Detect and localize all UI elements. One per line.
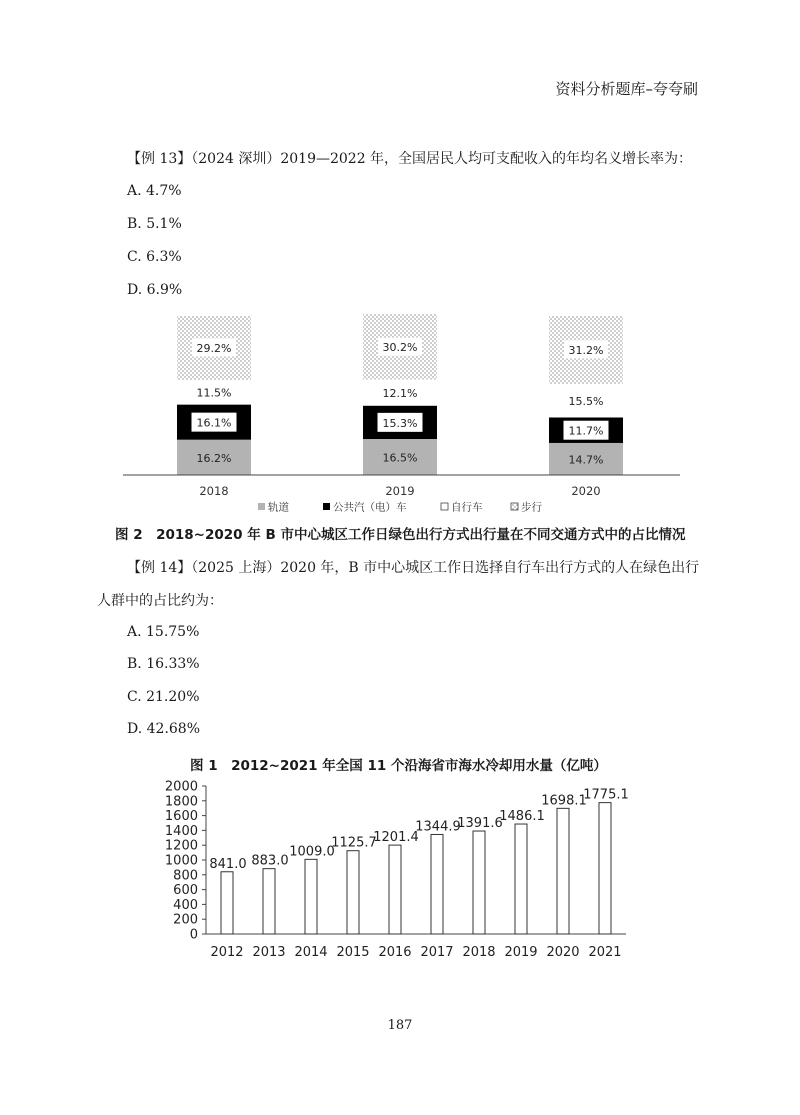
- example13-question: 【例 13】（2024 深圳）2019—2022 年，全国居民人均可支配收入的年均名义增长率为：: [127, 151, 693, 167]
- fig1-y-tick-0: 0: [189, 927, 198, 943]
- page-header: 资料分析题库–夸夸刷: [555, 80, 698, 98]
- fig2-legend-label-0: 轨道: [268, 501, 289, 514]
- fig2-legend-label-2: 自行车: [451, 501, 483, 514]
- fig1-bar-2017: [431, 834, 443, 934]
- fig1-data-label-2016: 1201.4: [373, 830, 419, 846]
- fig2-x-tick-2020: 2020: [571, 484, 601, 498]
- fig2-legend-swatch-3: [511, 503, 518, 510]
- fig1-data-label-2015: 1125.7: [331, 835, 377, 851]
- fig2-data-label-2018-1: 16.1%: [196, 416, 232, 430]
- fig1-y-tick-800: 800: [173, 868, 198, 884]
- example13-option-c: C. 6.3%: [127, 249, 182, 265]
- example13-option-d: D. 6.9%: [127, 282, 183, 298]
- fig2-x-tick-2018: 2018: [199, 484, 229, 498]
- fig1-bar-2019: [515, 824, 527, 934]
- example14-question-line1: 【例 14】（2025 上海）2020 年，B 市中心城区工作日选择自行车出行方式的人在绿色出行: [127, 560, 700, 576]
- fig1-bar-2014: [305, 859, 317, 934]
- figure2-stacked-bar-chart: [0, 0, 800, 520]
- fig1-data-label-2021: 1775.1: [583, 787, 629, 803]
- example14-option-c: C. 21.20%: [127, 689, 200, 705]
- fig2-data-label-2020-3: 31.2%: [568, 344, 604, 358]
- fig1-x-tick-2021: 2021: [588, 945, 622, 960]
- fig1-bar-2020: [557, 808, 569, 934]
- fig1-data-label-2012: 841.0: [209, 856, 247, 872]
- fig1-x-tick-2013: 2013: [252, 945, 286, 960]
- fig1-bar-2021: [599, 803, 611, 934]
- fig1-data-label-2020: 1698.1: [541, 793, 587, 809]
- fig2-legend-swatch-0: [258, 503, 265, 510]
- example14-option-b: B. 16.33%: [127, 656, 200, 672]
- fig2-data-label-2019-0: 16.5%: [382, 451, 418, 465]
- fig2-data-label-2018-2: 11.5%: [196, 386, 232, 400]
- fig1-bar-2013: [263, 869, 275, 934]
- fig2-x-tick-2019: 2019: [385, 484, 415, 498]
- fig1-data-label-2017: 1344.9: [415, 819, 461, 835]
- fig1-x-tick-2019: 2019: [504, 945, 538, 960]
- fig1-y-tick-1600: 1600: [164, 809, 198, 825]
- fig1-x-tick-2015: 2015: [336, 945, 370, 960]
- fig2-data-label-2018-0: 16.2%: [196, 451, 232, 465]
- figure2-caption: 图 2 2018~2020 年 B 市中心城区工作日绿色出行方式出行量在不同交通方式中的占比情况: [115, 527, 686, 543]
- example14-option-a: A. 15.75%: [127, 624, 200, 640]
- fig2-legend-label-1: 公共汽（电）车: [333, 501, 407, 514]
- fig1-bar-2016: [389, 845, 401, 934]
- fig1-data-label-2014: 1009.0: [289, 844, 335, 860]
- fig1-y-tick-400: 400: [173, 897, 198, 913]
- fig1-bar-2015: [347, 851, 359, 934]
- fig2-legend-label-3: 步行: [521, 501, 542, 514]
- page-number: 187: [387, 1018, 413, 1033]
- fig2-data-label-2020-1: 11.7%: [568, 424, 604, 438]
- fig1-bar-2012: [221, 872, 233, 934]
- fig2-legend-swatch-1: [323, 503, 330, 510]
- fig2-legend-swatch-2: [441, 503, 448, 510]
- fig2-data-label-2020-2: 15.5%: [568, 395, 604, 409]
- fig1-y-tick-200: 200: [173, 912, 198, 928]
- fig2-data-label-2019-3: 30.2%: [382, 340, 418, 354]
- example14-option-d: D. 42.68%: [127, 721, 201, 737]
- fig1-y-tick-1800: 1800: [164, 794, 198, 810]
- fig2-data-label-2018-3: 29.2%: [196, 342, 232, 356]
- fig1-y-tick-600: 600: [173, 883, 198, 899]
- fig1-y-tick-1400: 1400: [164, 823, 198, 839]
- fig1-x-tick-2020: 2020: [546, 945, 580, 960]
- fig1-data-label-2018: 1391.6: [457, 816, 503, 832]
- example13-option-a: A. 4.7%: [127, 183, 182, 199]
- figure1-caption: 图 1 2012~2021 年全国 11 个沿海省市海水冷却用水量（亿吨）: [190, 758, 607, 774]
- fig2-data-label-2019-1: 15.3%: [382, 416, 418, 430]
- fig1-data-label-2019: 1486.1: [499, 809, 545, 825]
- fig1-y-tick-1200: 1200: [164, 838, 198, 854]
- fig1-x-tick-2012: 2012: [210, 945, 244, 960]
- fig1-x-tick-2018: 2018: [462, 945, 496, 960]
- example13-option-b: B. 5.1%: [127, 216, 182, 232]
- fig1-bar-2018: [473, 831, 485, 934]
- fig2-data-label-2020-0: 14.7%: [568, 453, 604, 467]
- figure1-bar-chart: [0, 770, 800, 995]
- fig1-y-tick-1000: 1000: [164, 853, 198, 869]
- fig1-data-label-2013: 883.0: [251, 853, 289, 869]
- example14-question-line2: 人群中的占比约为：: [97, 593, 223, 609]
- fig1-y-tick-2000: 2000: [164, 779, 198, 795]
- fig1-x-tick-2017: 2017: [420, 945, 454, 960]
- fig2-data-label-2019-2: 12.1%: [382, 386, 418, 400]
- fig1-x-tick-2014: 2014: [294, 945, 328, 960]
- fig1-x-tick-2016: 2016: [378, 945, 412, 960]
